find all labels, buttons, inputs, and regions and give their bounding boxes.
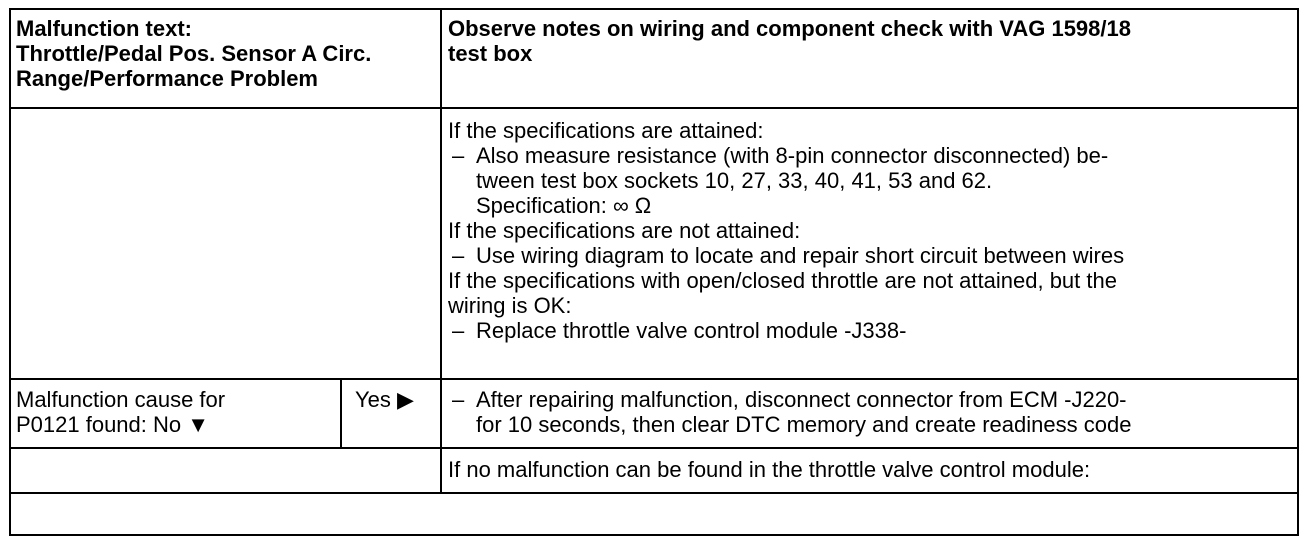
header-left-line: Malfunction text: [16,16,192,41]
column-divider [440,10,442,492]
step-measure-continued: tween test box sockets 10, 27, 33, 40, 41, 53 and 62. [476,168,993,193]
header-divider [11,107,1297,109]
down-arrow-icon: ▼ [187,412,210,437]
malfunction-cause [16,387,336,437]
row2-instructions [448,387,1293,437]
specification-value: Specification: ∞ Ω [476,193,652,218]
yes-label: Yes [355,387,391,412]
condition-throttle-continued: wiring is OK: [448,293,572,318]
row1-instructions [448,118,1293,343]
step-after-repair: – After repairing malfunction, disconnect connector from ECM -J220- [452,387,1127,412]
dash: – [452,318,465,343]
row3-divider [11,492,1297,494]
header-malfunction-text [16,16,436,91]
step-after-repair-continued: for 10 seconds, then clear DTC memory and create readiness code [476,412,1132,437]
dash: – [452,387,465,412]
row3-instructions [448,457,1293,482]
header-right-line: Observe notes on wiring and component check with VAG 1598/18 [448,16,1131,41]
step-replace-module: – Replace throttle valve control module -J338- [452,318,907,343]
dash: – [452,243,465,268]
header-left-line: Range/Performance Problem [16,66,318,91]
step-wiring-diagram: – Use wiring diagram to locate and repair short circuit between wires [452,243,1125,268]
yes-indicator [355,387,437,412]
header-right-line: test box [448,41,533,66]
no-malfunction-condition: If no malfunction can be found in the throttle valve control module: [448,457,1091,482]
row2-inner-divider [340,378,342,447]
row2-divider [11,447,1297,449]
dash: – [452,143,465,168]
right-arrow-icon: ▶ [397,387,414,412]
condition-throttle: If the specifications with open/closed throttle are not attained, but the [448,268,1117,293]
condition-not-attained: If the specifications are not attained: [448,218,801,243]
header-left-line: Throttle/Pedal Pos. Sensor A Circ. [16,41,372,66]
condition-attained: If the specifications are attained: [448,118,764,143]
header-observe-notes [448,16,1288,66]
cause-line: Malfunction cause for [16,387,226,412]
cause-line-no: P0121 found: No ▼ [16,412,210,437]
diagnostic-table [9,8,1299,536]
step-measure-resistance: – Also measure resistance (with 8-pin connector disconnected) be- [452,143,1109,168]
row1-divider [11,378,1297,380]
